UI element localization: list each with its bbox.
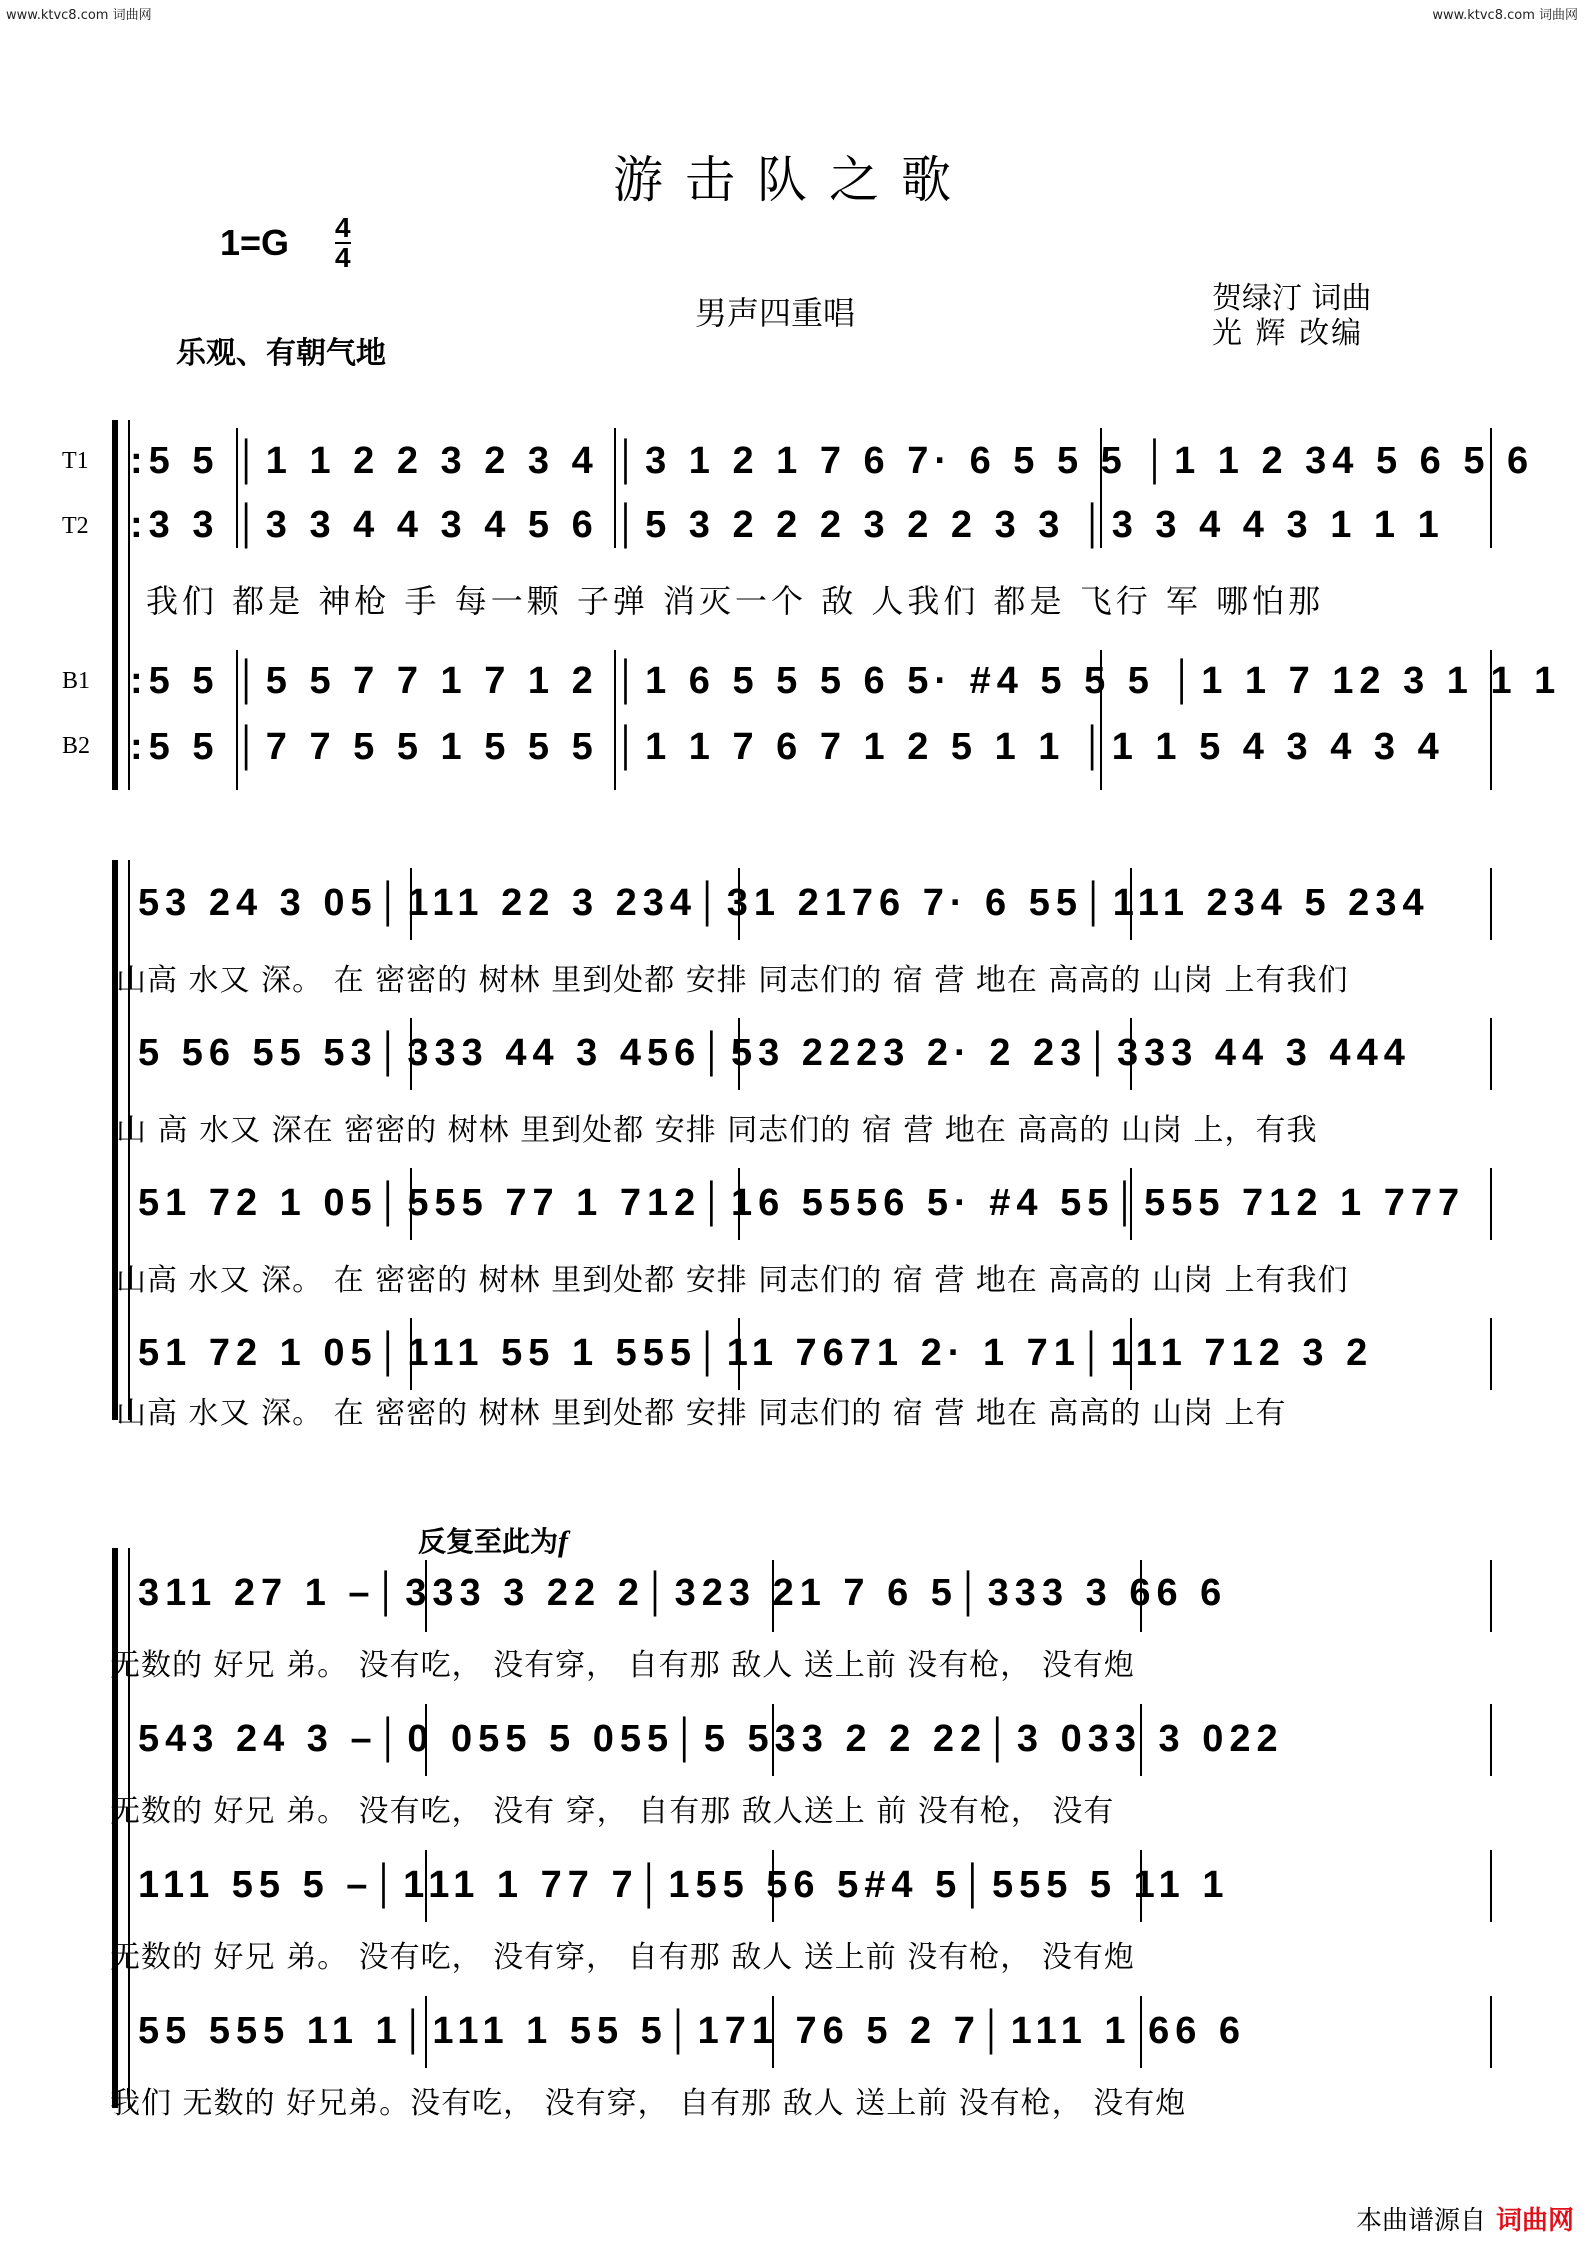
time-denominator: 4 — [335, 242, 351, 273]
notes-t2: :3 3 │3 3 4 4 3 4 5 6 │5 3 2 2 2 3 2 2 3 3 │3 3 4 4 3 1 1 1 — [130, 504, 1445, 546]
footer-brand[interactable]: 词曲网 — [1495, 2206, 1574, 2236]
notes-voice-4: 51 72 1 05│111 55 1 555│11 7671 2· 1 71│111 712 3 2 — [138, 1332, 1374, 1374]
time-numerator: 4 — [335, 212, 351, 243]
lyrics-voice-4: 我们 无数的 好兄弟。没有吃， 没有穿， 自有那 敌人 送上前 没有枪， 没有炮 — [110, 2086, 1187, 2121]
notes-voice-1: 53 24 3 05│111 22 3 234│31 2176 7· 6 55│111 234 5 234 — [138, 882, 1430, 924]
barline — [1490, 1018, 1492, 1090]
tempo-marking: 乐观、有朝气地 — [176, 336, 386, 371]
arranger-credit: 光 辉 改编 — [1212, 316, 1364, 351]
lyrics-voice-1: 无数的 好兄 弟。 没有吃， 没有穿， 自有那 敌人 送上前 没有枪， 没有炮 — [110, 1648, 1135, 1683]
dynamic-forte: f — [558, 1525, 569, 1558]
barline — [1490, 1560, 1492, 1632]
system-bracket — [112, 420, 118, 790]
key-signature: 1=G — [220, 222, 290, 263]
lyrics-voice-3: 山高 水又 深。 在 密密的 树林 里到处都 安排 同志们的 宿 营 地在 高高的 山岗 上有我们 — [116, 1263, 1349, 1298]
voice-label-t2: T2 — [62, 513, 89, 539]
lyrics-voice-2: 山 高 水又 深在 密密的 树林 里到处都 安排 同志们的 宿 营 地在 高高的 山岗 上，有我 — [116, 1113, 1318, 1148]
lyrics-voice-1: 山高 水又 深。 在 密密的 树林 里到处都 安排 同志们的 宿 营 地在 高高的 山岗 上有我们 — [116, 963, 1349, 998]
notes-voice-3: 111 55 5 –│111 1 77 7│155 56 5#4 5│555 5 11 1 — [138, 1864, 1230, 1906]
voice-label-b1: B1 — [62, 668, 91, 694]
repeat-text: 反复至此为 — [418, 1525, 559, 1558]
watermark-right: www.ktvc8.com 词曲网 — [1432, 8, 1578, 23]
footer-source — [1356, 2200, 1574, 2237]
notes-voice-1: 311 27 1 –│333 3 22 2│323 21 7 6 5│333 3 66 6 — [138, 1572, 1228, 1614]
footer-source-label: 本曲谱源自 — [1355, 2206, 1486, 2236]
notes-b2: :5 5 │7 7 5 5 1 5 5 5 │1 1 7 6 7 1 2 5 1 1 │1 1 5 4 3 4 3 4 — [130, 726, 1445, 768]
time-signature — [335, 214, 351, 272]
notes-voice-2: 5 56 55 53│333 44 3 456│53 2223 2· 2 23│333 44 3 444 — [138, 1032, 1411, 1074]
repeat-marking — [418, 1520, 568, 1560]
notes-voice-4: 55 555 11 1│111 1 55 5│171 76 5 2 7│111 1 66 6 — [138, 2010, 1247, 2052]
ensemble-label: 男声四重唱 — [695, 294, 856, 332]
lyrics-voice-2: 无数的 好兄 弟。 没有吃， 没有 穿， 自有那 敌人送上 前 没有枪， 没有 — [110, 1794, 1115, 1829]
voice-label-t1: T1 — [62, 448, 89, 474]
lyrics-voice-3: 无数的 好兄 弟。 没有吃， 没有穿， 自有那 敌人 送上前 没有枪， 没有炮 — [110, 1940, 1135, 1975]
lyrics-voice-4: 山高 水又 深。 在 密密的 树林 里到处都 安排 同志们的 宿 营 地在 高高的 山岗 上有 — [116, 1396, 1287, 1431]
notes-voice-2: 543 24 3 –│0 055 5 055│5 533 2 2 22│3 033 3 022 — [138, 1718, 1284, 1760]
notes-t1: :5 5 │1 1 2 2 3 2 3 4 │3 1 2 1 7 6 7· 6 5 5 5 │1 1 2 34 5 6 5 6 — [130, 440, 1535, 482]
score-title: 游击队之歌 — [613, 151, 973, 209]
notes-voice-3: 51 72 1 05│555 77 1 712│16 5556 5· #4 55│555 712 1 777 — [138, 1182, 1466, 1224]
barline — [1490, 1850, 1492, 1922]
notes-b1: :5 5 │5 5 7 7 1 7 1 2 │1 6 5 5 5 6 5· #4 5 5 5 │1 1 7 12 3 1 1 1 — [130, 660, 1562, 702]
voice-label-b2: B2 — [62, 733, 91, 759]
composer-credit: 贺绿汀 词曲 — [1212, 281, 1372, 316]
barline — [1490, 1704, 1492, 1776]
lyrics-system-1: 我们 都是 神枪 手 每一颗 子弹 消灭一个 敌 人我们 都是 飞行 军 哪怕那 — [146, 582, 1325, 620]
barline — [1490, 868, 1492, 940]
watermark-left: www.ktvc8.com 词曲网 — [6, 8, 152, 23]
barline — [1490, 1996, 1492, 2068]
barline — [1490, 1168, 1492, 1240]
barline — [1490, 1318, 1492, 1390]
